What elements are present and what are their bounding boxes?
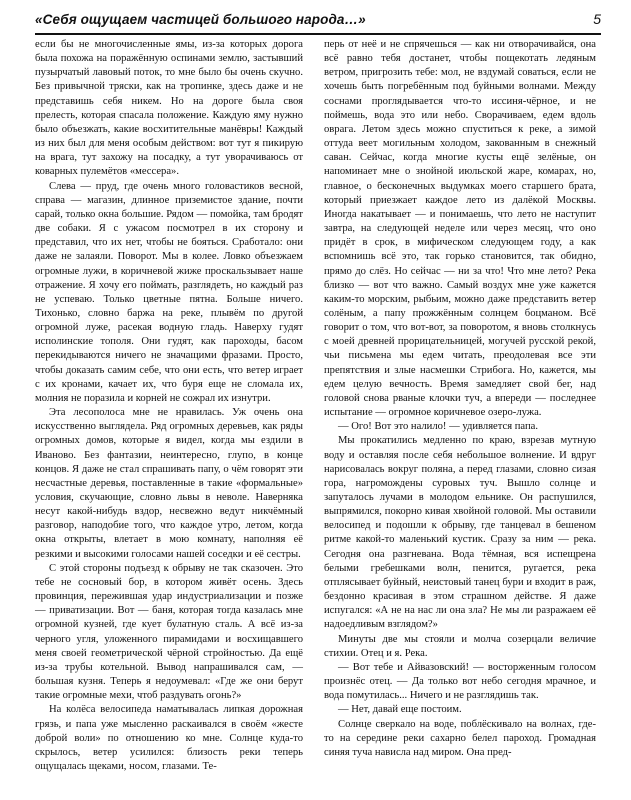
running-header: [35, 10, 601, 32]
paragraph: Эта лесополоса мне не нравилась. Уж очень она искусственно выглядела. Ряд огромных деревьев, как ряды огромных домов, которые я видел, когда мы ездили в Иваново. Без фантазии, неинтересно, глупо, в конце концов. Я даже не стал спрашивать папу, о чём говорят эти несчастные деревья, поставленные в такие «формальные» условия, скучающие, словно львы в неволе. Наверняка несут какой-нибудь вздор, несвежно ведут никчёмный разговор, наподобие того, что каждое утро, летом, когда окна открыты, влетает в мою комнату, наполняя её резкими и высокими голосами нашей соседки и её сестры.: [35, 407, 303, 560]
paragraph: — Ого! Вот это налило! — удивляется папа.: [338, 421, 538, 433]
paragraph: — Нет, давай еще постоим.: [338, 704, 462, 716]
text-column-right: [324, 38, 596, 760]
paragraph: На колёса велосипеда наматывалась липкая дорожная грязь, и папа уже мысленно раскаивался в своём «жесте доброй воли» по отношению ко мне. Солнце куда-то скрылось, ветер усилился: близость реки теперь ощущалась щеками, носом, глазами. Те-: [35, 704, 303, 772]
header-rule: [35, 33, 601, 35]
paragraph: Слева — пруд, где очень много головастиков весной, справа — магазин, длинное приземистое здание, почти сарай, только окна большие. Рядом — помойка, там бродят две собаки. Я с ужасом посмотрел в их сторону и представил, что их нет, чтобы не бояться. Сработало: они даже не залаяли. Поворот. Мы в колее. Ловко объезжаем огромные лужи, в коричневой жиже проскальзывает наше отражение. Я хочу его поймать, разглядеть, но каждый раз не успеваю. Только цветные пятна. Больше ничего. Тихонько, словно баржа на реке, плывём по другой огромной луже, расекая водную гладь. Наверху гудят исполинские тополя. Они гудят, как пароходы, басом перекидываются ничего не значащими фразами. Просто, чтобы доказать самим себе, что они есть, что ветер играет с их кронами, качает их, что буря еще не сломала их, молния не поразила и корней не сожрал их изнутри.: [35, 180, 303, 404]
paragraph: Мы прокатились медленно по краю, взрезав мутную воду и оставляя после себя небольшое волнение. И вдруг нарисовалась вокруг поляна, а перед глазами, словно сизая гора, нагромождены суровых туч. Вышло солнце и запуталось лучами в молодом ельнике. Он распушился, выпрямился, покорно кивая хвойной головой. Мы оставили велосипед и подошли к обрыву, где танцевал в бешеном ритме какой-то маленький кустик. Сразу за ним — река. Сегодня она разгневана. Вода тёмная, вся испещрена белыми гребешками волн, пенится, ругается, река отплясывает буйный, неистовый танец бури и входит в раж, бездонно красивая в этом страшном действе. Я даже испугался: «А не на нас ли она зла? Не мы ли разражаем её надоедливым взглядом?»: [324, 435, 596, 631]
paragraph: Солнце сверкало на воде, поблёскивало на волнах, где-то на середине реки сахарно белел пароход. Громадная синяя туча нависла над миром. Она пред-: [324, 718, 596, 758]
page-number: 5: [593, 11, 601, 27]
paragraph: Минуты две мы стояли и молча созерцали величие стихии. Отец и я. Река.: [324, 633, 596, 659]
running-header-title: «Себя ощущаем частицей большого народа…»: [35, 12, 366, 27]
text-column-left: [35, 38, 303, 774]
paragraph: — Вот тебе и Айвазовский! — восторженным голосом произнёс отец. — Да только вот небо сегодня мрачное, и вода помутилась... Ничего и не разглядишь так.: [324, 661, 596, 702]
paragraph: перь от неё и не спрячешься — как ни отворачивайся, она всё равно тебя достанет, чтобы пощекотать ледяным ветром, пригрозить тебе: мол, не вздумай соваться, если не хочешь быть погребённым под буйными волнами. Между соснами проглядывается что-то иссиня-чёрное, и не поймешь, вода это или небо. Сворачиваем, едем вдоль оврага. Летом здесь можно спуститься к реке, а зимой оттуда веет могильным холодом, закованным в снежный саван. Сейчас, когда многие кусты ещё зелёные, он напоминает мне о знойной июльской жаре, комарах, но, главное, о бесконечных выдумках моего старшего брата, который приезжает каждое лето из далёкой Москвы. Иногда накатывает — и понимаешь, что лето не наступит завтра, на следующей неделе или через месяц, что оно придёт в срок, в мифическом следующем году, а как вспомнишь всё это, так горько становится, так обидно, прямо до слёз. Но сейчас — ни за что! Что мне лето? Река близко — вот что важно. Самый воздух мне уже кажется каким-то морским, рыбьим, можно даже представить ветер солёным, а папу прожжённым солнцем боцманом. Всё говорит о том, что вот-вот, за поворотом, я вновь столкнусь с моей древней прорицательницей, могучей русской рекой, чьи письмена мы едем читать, преодолевая все эти препятствия и злые насмешки Стрибога. Но, кажется, мы едем целую вечность. Время замедляет свой бег, над головой снова рваные клочки туч, а впереди — последнее испытание — огромное коричневое озеро-лужа.: [324, 39, 596, 419]
paragraph: С этой стороны подъезд к обрыву не так сказочен. Это тебе не сосновый бор, в котором живёт осень. Здесь провинция, пережившая удар индустриализации и позже — приватизации. Вот — баня, которая тогда казалась мне огромной кузней, где кует булатную сталь. А всё из-за черного угля, уложенного пирамидами и восхищавшего меня своей геометрической чёрной стройностью. Да ещё из-за трубы котельной. Вывод напрашивался сам, — большая кузня. Теперь я недоумевал: «Где же они берут такие огромные мехи, чтоб раздувать огонь?»: [35, 562, 303, 702]
paragraph: если бы не многочисленные ямы, из-за которых дорога была похожа на поражённую оспинами землю, застывший пузырчатый лавовый поток, то мне было бы очень скучно. Без привычной тряски, как на тропинке, здесь даже и не представишь себя никем. Но на дороге была своя прелесть, которая спасала положение. Каждую яму нужно было объезжать, какие восхитительные манёвры! Каждый из них был для меня особым действом: вот тут я пикирую на врага, тут захожу на посадку, а тут уворачиваюсь от коварных пулемётов «мессера».: [35, 39, 303, 178]
